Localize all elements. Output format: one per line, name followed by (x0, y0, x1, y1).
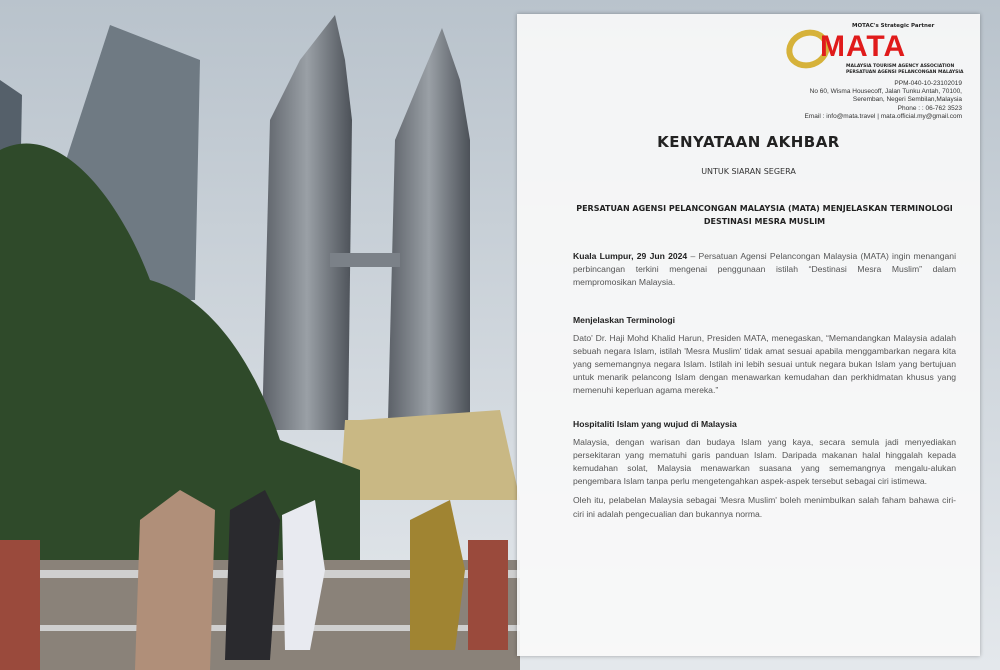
release-body (573, 133, 956, 521)
org-name-en: MALAYSIA TOURISM AGENCY ASSOCIATION (846, 64, 955, 69)
dateline: Kuala Lumpur, 29 Jun 2024 (573, 251, 688, 261)
mata-logo (782, 22, 962, 76)
logo-wordmark: MATA (820, 30, 907, 63)
letterhead-address (805, 80, 962, 121)
address-line-1: No 60, Wisma Housecoff, Jalan Tunku Antah, 70100, (809, 88, 962, 96)
intro-text: – Persatuan Agensi Pelancongan Malaysia (MATA) ingin menangani perbincangan terkini mengenai penggunaan istilah “Destinasi Mesra Muslim” dalam mempromosikan Malaysia. (573, 251, 956, 288)
skybridge (330, 253, 400, 267)
email: Email : info@mata.travel | mata.official.my@gmail.com (804, 112, 962, 120)
intro-paragraph (573, 250, 956, 290)
release-headline: PERSATUAN AGENSI PELANCONGAN MALAYSIA (MATA) MENJELASKAN TERMINOLOGI DESTINASI MESRA MUSLIM (576, 204, 953, 226)
registration-number: PPM-040-10-23102019 (894, 80, 962, 87)
mall-building (340, 410, 520, 500)
release-subtitle: UNTUK SIARAN SEGERA (701, 167, 796, 176)
org-name-ms: PERSATUAN AGENSI PELANCONGAN MALAYSIA (846, 70, 964, 75)
address-line-2: Seremban, Negeri Sembilan,Malaysia (852, 96, 962, 104)
section-heading-hospitality: Hospitaliti Islam yang wujud di Malaysia (573, 418, 737, 429)
section-body-terminology: Dato' Dr. Haji Mohd Khalid Harun, Presiden MATA, menegaskan, “Memandangkan Malaysia adalah sebuah negara Islam, istilah 'Mesra Muslim' tidak amat sesuai apabila menggambarkan negara kita yang sememangnya negara Islam. Istilah ini lebih sesuai untuk negara bukan Islam yang bertujuan untuk menarik pelancong Islam dengan menawarkan kemudahan dan perkhidmatan khusus yang memenuhi keperluan agama mereka.” (573, 332, 956, 396)
press-release-document (517, 14, 980, 656)
logo-partner-text: MOTAC's Strategic Partner (852, 23, 935, 29)
closing-paragraph: Oleh itu, pelabelan Malaysia sebagai 'Mesra Muslim' boleh menimbulkan salah faham bahawa ciri-ciri ini adalah pengecualian dan bukannya norma. (573, 495, 956, 519)
section-heading-terminology: Menjelaskan Terminologi (573, 314, 676, 325)
section-body-hospitality: Malaysia, dengan warisan dan budaya Islam yang kaya, secara semula jadi menyediakan persekitaran yang mematuhi garis panduan Islam. Daripada makanan halal hinggalah kepada kemudahan solat, Malaysia menawarkan suasana yang sememangnya mengalu-alukan pengembara Islam tanpa perlu mengetengahkan aspek-aspek tersebut sebagai ciri istimewa. (573, 436, 956, 487)
release-title: KENYATAAN AKHBAR (657, 133, 840, 151)
phone: Phone : : 06-762 3523 (897, 104, 962, 112)
